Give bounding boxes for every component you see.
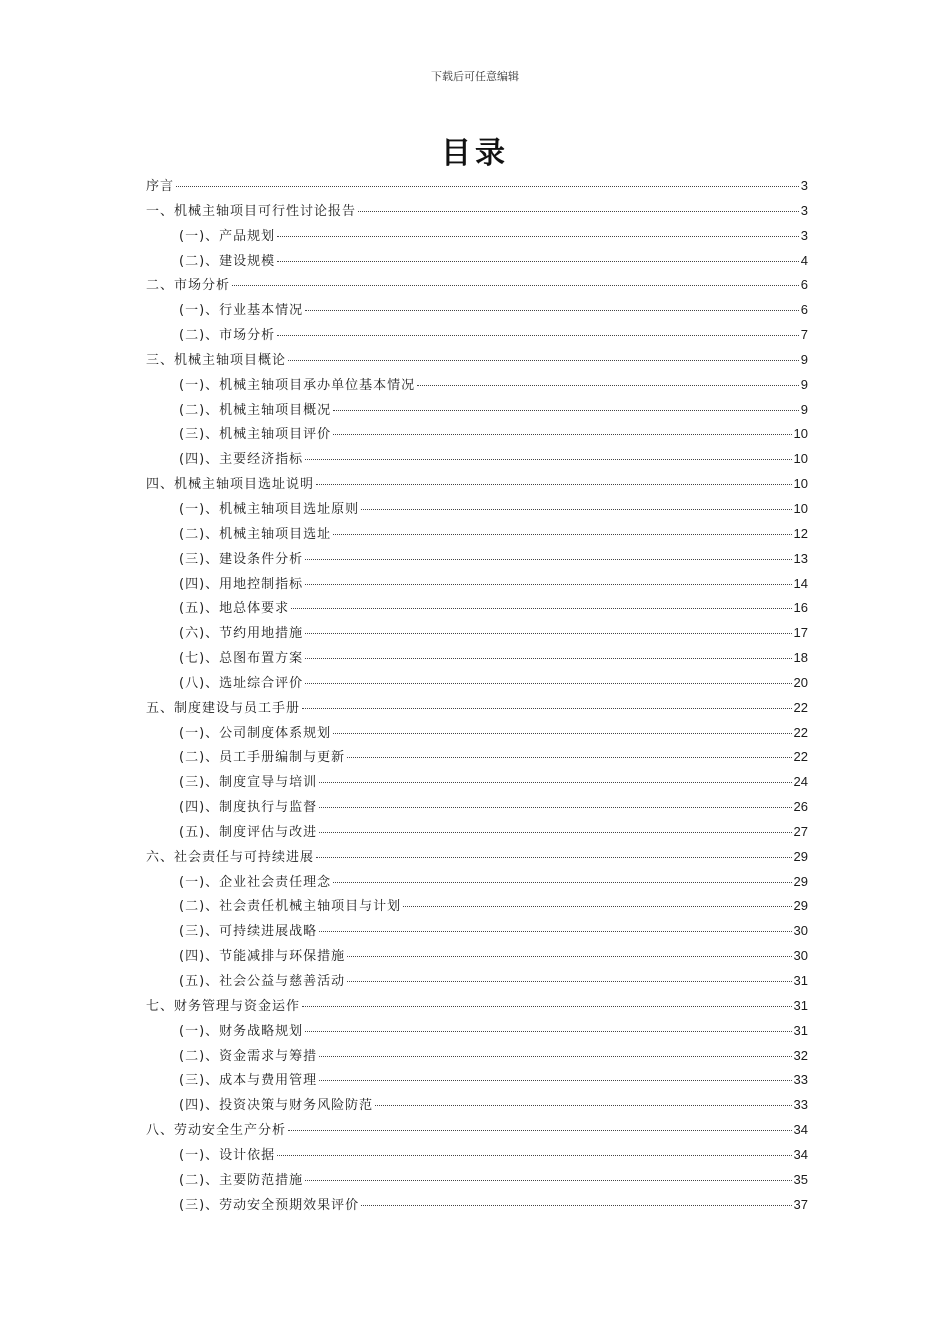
toc-entry-label: 二、市场分析 bbox=[146, 278, 231, 294]
toc-entry-label: (一)、产品规划 bbox=[179, 228, 276, 244]
toc-subsection-entry[interactable] bbox=[146, 745, 808, 770]
toc-page-number: 22 bbox=[793, 749, 808, 765]
toc-page-number: 31 bbox=[793, 973, 808, 988]
toc-dot-leader bbox=[319, 806, 791, 808]
toc-page-number: 30 bbox=[793, 923, 808, 939]
toc-page-number: 18 bbox=[793, 650, 808, 666]
toc-entry-label: (四)、主要经济指标 bbox=[179, 452, 304, 468]
toc-page-number: 29 bbox=[793, 848, 808, 864]
toc-entry-label: (四)、投资决策与财务风险防范 bbox=[179, 1098, 374, 1114]
toc-subsection-entry[interactable] bbox=[146, 969, 808, 994]
toc-page-number: 31 bbox=[793, 997, 808, 1013]
toc-page-number: 24 bbox=[793, 774, 808, 790]
toc-dot-leader bbox=[277, 334, 799, 336]
toc-entry-label: (一)、企业社会责任理念 bbox=[179, 874, 332, 890]
toc-page-number: 29 bbox=[793, 898, 808, 914]
toc-entry-label: 三、机械主轴项目概论 bbox=[146, 352, 287, 368]
toc-dot-leader bbox=[305, 657, 791, 659]
toc-page-number: 10 bbox=[793, 476, 808, 492]
toc-subsection-entry[interactable] bbox=[146, 547, 808, 572]
toc-subsection-entry[interactable] bbox=[146, 323, 808, 348]
toc-section-entry[interactable] bbox=[146, 174, 808, 199]
page-header-note: 下载后可任意编辑 bbox=[431, 70, 519, 83]
toc-section-entry[interactable] bbox=[146, 845, 808, 870]
toc-dot-leader bbox=[319, 831, 791, 833]
toc-subsection-entry[interactable] bbox=[146, 224, 808, 249]
toc-title: 目录 bbox=[441, 136, 509, 171]
toc-dot-leader bbox=[316, 856, 792, 858]
toc-entry-label: 序言 bbox=[146, 179, 175, 194]
toc-dot-leader bbox=[319, 1055, 791, 1057]
toc-dot-leader bbox=[288, 359, 799, 361]
toc-dot-leader bbox=[361, 1204, 791, 1206]
toc-subsection-entry[interactable] bbox=[146, 795, 808, 820]
toc-entry-label: (二)、社会责任机械主轴项目与计划 bbox=[179, 899, 402, 915]
toc-entry-label: (四)、节能减排与环保措施 bbox=[179, 949, 346, 965]
toc-dot-leader bbox=[333, 533, 791, 535]
toc-entry-label: (三)、成本与费用管理 bbox=[179, 1073, 318, 1089]
toc-dot-leader bbox=[347, 756, 791, 758]
toc-page-number: 6 bbox=[800, 277, 808, 293]
toc-subsection-entry[interactable] bbox=[146, 298, 808, 323]
toc-dot-leader bbox=[319, 781, 791, 783]
toc-page-number: 3 bbox=[800, 202, 808, 218]
toc-subsection-entry[interactable] bbox=[146, 1193, 808, 1218]
toc-page-number: 22 bbox=[793, 699, 808, 715]
toc-entry-label: (一)、机械主轴项目承办单位基本情况 bbox=[179, 377, 416, 393]
toc-subsection-entry[interactable] bbox=[146, 1019, 808, 1044]
toc-entry-label: (二)、资金需求与筹措 bbox=[179, 1048, 318, 1064]
toc-entry-label: 六、社会责任与可持续进展 bbox=[146, 849, 315, 865]
toc-page-number: 26 bbox=[793, 799, 808, 815]
toc-page-number: 4 bbox=[800, 252, 808, 268]
toc-page-number: 9 bbox=[800, 351, 808, 367]
toc-page-number: 16 bbox=[793, 600, 808, 616]
toc-entry-label: (四)、制度执行与监督 bbox=[179, 800, 318, 816]
toc-page-number: 10 bbox=[793, 500, 808, 516]
toc-dot-leader bbox=[375, 1104, 791, 1106]
toc-entry-label: (二)、建设规模 bbox=[179, 253, 276, 269]
toc-page-number: 14 bbox=[793, 575, 808, 591]
toc-dot-leader bbox=[305, 1179, 791, 1181]
table-of-contents bbox=[146, 174, 808, 1217]
toc-section-entry[interactable] bbox=[146, 472, 808, 497]
toc-page-number: 10 bbox=[793, 426, 808, 442]
toc-entry-label: (三)、劳动安全预期效果评价 bbox=[179, 1197, 360, 1213]
toc-entry-label: (二)、机械主轴项目概况 bbox=[179, 402, 332, 418]
toc-page-number: 31 bbox=[793, 1022, 808, 1038]
toc-subsection-entry[interactable] bbox=[146, 422, 808, 447]
toc-section-entry[interactable] bbox=[146, 696, 808, 721]
toc-dot-leader bbox=[333, 409, 799, 411]
toc-dot-leader bbox=[417, 384, 799, 386]
toc-entry-label: (五)、地总体要求 bbox=[179, 601, 290, 617]
toc-entry-label: 五、制度建设与员工手册 bbox=[146, 700, 301, 716]
toc-page-number: 30 bbox=[793, 948, 808, 964]
toc-dot-leader bbox=[333, 881, 791, 883]
toc-entry-label: (三)、制度宣导与培训 bbox=[179, 775, 318, 791]
toc-subsection-entry[interactable] bbox=[146, 398, 808, 423]
toc-page-number: 12 bbox=[793, 525, 808, 541]
toc-dot-leader bbox=[333, 732, 791, 734]
toc-subsection-entry[interactable] bbox=[146, 919, 808, 944]
toc-subsection-entry[interactable] bbox=[146, 944, 808, 969]
toc-section-entry[interactable] bbox=[146, 348, 808, 373]
toc-page-number: 32 bbox=[793, 1047, 808, 1063]
toc-dot-leader bbox=[305, 1030, 791, 1032]
toc-subsection-entry[interactable] bbox=[146, 646, 808, 671]
toc-entry-label: 七、财务管理与资金运作 bbox=[146, 998, 301, 1014]
toc-subsection-entry[interactable] bbox=[146, 721, 808, 746]
toc-dot-leader bbox=[232, 284, 799, 286]
toc-subsection-entry[interactable] bbox=[146, 373, 808, 398]
toc-entry-label: (一)、财务战略规划 bbox=[179, 1023, 304, 1039]
toc-page-number: 22 bbox=[793, 724, 808, 740]
toc-dot-leader bbox=[358, 210, 799, 212]
toc-dot-leader bbox=[277, 235, 799, 237]
toc-entry-label: 八、劳动安全生产分析 bbox=[146, 1123, 287, 1139]
toc-page-number: 3 bbox=[800, 227, 808, 243]
toc-dot-leader bbox=[305, 309, 799, 311]
toc-dot-leader bbox=[316, 483, 792, 485]
toc-subsection-entry[interactable] bbox=[146, 621, 808, 646]
toc-dot-leader bbox=[305, 583, 791, 585]
toc-page-number: 9 bbox=[800, 401, 808, 417]
toc-subsection-entry[interactable] bbox=[146, 497, 808, 522]
toc-subsection-entry[interactable] bbox=[146, 1143, 808, 1168]
toc-page-number: 20 bbox=[793, 674, 808, 690]
toc-section-entry[interactable] bbox=[146, 1118, 808, 1143]
toc-section-entry[interactable] bbox=[146, 994, 808, 1019]
toc-subsection-entry[interactable] bbox=[146, 249, 808, 274]
toc-dot-leader bbox=[288, 1129, 792, 1131]
toc-page-number: 6 bbox=[800, 302, 808, 318]
toc-subsection-entry[interactable] bbox=[146, 572, 808, 597]
toc-entry-label: (二)、市场分析 bbox=[179, 328, 276, 344]
toc-subsection-entry[interactable] bbox=[146, 870, 808, 895]
toc-entry-label: (三)、机械主轴项目评价 bbox=[179, 427, 332, 443]
toc-dot-leader bbox=[302, 707, 792, 709]
toc-subsection-entry[interactable] bbox=[146, 1044, 808, 1069]
toc-page-number: 34 bbox=[793, 1146, 808, 1162]
toc-subsection-entry[interactable] bbox=[146, 820, 808, 845]
toc-entry-label: 四、机械主轴项目选址说明 bbox=[146, 477, 315, 493]
toc-page-number: 37 bbox=[793, 1196, 808, 1212]
toc-subsection-entry[interactable] bbox=[146, 770, 808, 795]
toc-page-number: 29 bbox=[793, 873, 808, 889]
toc-dot-leader bbox=[403, 905, 791, 907]
toc-dot-leader bbox=[277, 1154, 791, 1156]
toc-page-number: 27 bbox=[793, 823, 808, 839]
toc-entry-label: (二)、员工手册编制与更新 bbox=[179, 750, 346, 766]
toc-dot-leader bbox=[305, 458, 791, 460]
toc-dot-leader bbox=[291, 607, 791, 609]
toc-page-number: 35 bbox=[793, 1171, 808, 1187]
toc-entry-label: (五)、社会公益与慈善活动 bbox=[179, 974, 346, 989]
toc-entry-label: (六)、节约用地措施 bbox=[179, 626, 304, 642]
toc-dot-leader bbox=[302, 1005, 792, 1007]
toc-subsection-entry[interactable] bbox=[146, 596, 808, 621]
toc-page-number: 10 bbox=[793, 451, 808, 467]
toc-page-number: 33 bbox=[793, 1072, 808, 1088]
toc-entry-label: (四)、用地控制指标 bbox=[179, 576, 304, 592]
toc-subsection-entry[interactable] bbox=[146, 1168, 808, 1193]
toc-entry-label: (三)、可持续进展战略 bbox=[179, 924, 318, 940]
toc-entry-label: (一)、机械主轴项目选址原则 bbox=[179, 501, 360, 517]
toc-page-number: 17 bbox=[793, 625, 808, 641]
toc-page-number: 33 bbox=[793, 1097, 808, 1113]
toc-entry-label: (一)、行业基本情况 bbox=[179, 303, 304, 319]
toc-subsection-entry[interactable] bbox=[146, 447, 808, 472]
toc-dot-leader bbox=[361, 508, 791, 510]
toc-dot-leader bbox=[347, 980, 791, 982]
toc-page-number: 34 bbox=[793, 1122, 808, 1138]
toc-subsection-entry[interactable] bbox=[146, 894, 808, 919]
toc-dot-leader bbox=[319, 1079, 791, 1081]
toc-entry-label: (七)、总图布置方案 bbox=[179, 651, 304, 667]
toc-entry-label: 一、机械主轴项目可行性讨论报告 bbox=[146, 203, 357, 219]
toc-dot-leader bbox=[305, 558, 791, 560]
toc-page-number: 13 bbox=[793, 550, 808, 566]
toc-dot-leader bbox=[333, 433, 791, 435]
toc-dot-leader bbox=[176, 185, 799, 187]
toc-subsection-entry[interactable] bbox=[146, 1068, 808, 1093]
toc-dot-leader bbox=[347, 955, 791, 957]
toc-page-number: 9 bbox=[800, 376, 808, 392]
toc-entry-label: (五)、制度评估与改进 bbox=[179, 824, 318, 840]
toc-dot-leader bbox=[277, 260, 799, 262]
toc-dot-leader bbox=[305, 632, 791, 634]
toc-page-number: 7 bbox=[800, 327, 808, 343]
toc-subsection-entry[interactable] bbox=[146, 1093, 808, 1118]
toc-entry-label: (二)、机械主轴项目选址 bbox=[179, 526, 332, 542]
toc-page-number: 3 bbox=[800, 178, 808, 193]
toc-entry-label: (一)、设计依据 bbox=[179, 1147, 276, 1163]
toc-entry-label: (二)、主要防范措施 bbox=[179, 1172, 304, 1188]
toc-entry-label: (八)、选址综合评价 bbox=[179, 675, 304, 691]
toc-dot-leader bbox=[319, 930, 791, 932]
toc-subsection-entry[interactable] bbox=[146, 671, 808, 696]
toc-section-entry[interactable] bbox=[146, 273, 808, 298]
toc-section-entry[interactable] bbox=[146, 199, 808, 224]
toc-subsection-entry[interactable] bbox=[146, 522, 808, 547]
toc-entry-label: (一)、公司制度体系规划 bbox=[179, 725, 332, 741]
toc-dot-leader bbox=[305, 682, 791, 684]
toc-entry-label: (三)、建设条件分析 bbox=[179, 551, 304, 567]
